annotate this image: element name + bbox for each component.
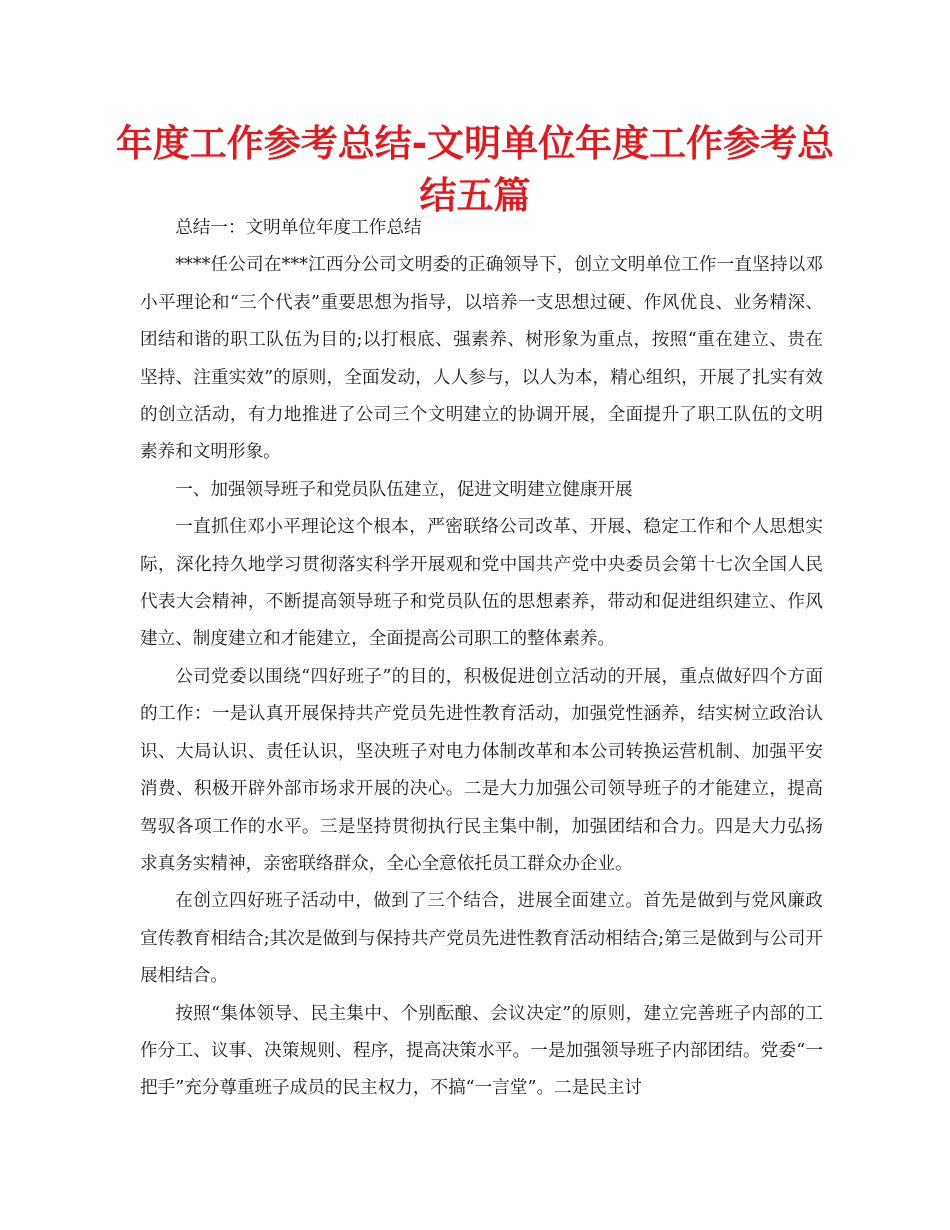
paragraph-intro: ****任公司在***江西分公司文明委的正确领导下，创立文明单位工作一直坚持以邓小平理论和“三个代表”重要思想为指导，以培养一支思想过硬、作风优良、业务精深、团结和谐的职工队伍为目的;以打根底、强素养、树形象为重点，按照“重在建立、贵在坚持、注重实效”的原则，全面发动，人人参与，以人为本，精心组织，开展了扎实有效的创立活动，有力地推进了公司三个文明建立的协调开展，全面提升了职工队伍的文明素养和文明形象。 [140,255,823,463]
paragraph-section-heading-1: 一、加强领导班子和党员队伍建立，促进文明建立健康开展 [175,479,633,500]
paragraph-collective-leadership: 按照“集体领导、民主集中、个别酝酿、会议决定”的原则，建立完善班子内部的工作分工、议事、决策规则、程序，提高决策水平。一是加强领导班子内部团结。党委“一把手”充分尊重班子成员的民主权力，不搞“一言堂”。二是民主讨 [140,1003,823,1099]
document-body [140,210,823,1108]
paragraph-summary-heading: 总结一：文明单位年度工作总结 [175,218,422,238]
paragraph-theory: 一直抓住邓小平理论这个根本，严密联络公司改革、开展、稳定工作和个人思想实际，深化持久地学习贯彻落实科学开展观和党中国共产党中央委员会第十七次全国人民代表大会精神，不断提高领导班子和党员队伍的思想素养，带动和促进组织建立、作风建立、制度建立和才能建立，全面提高公司职工的整体素养。 [140,517,823,650]
paragraph-four-good-team: 公司党委以围绕“四好班子”的目的，积极促进创立活动的开展，重点做好四个方面的工作：一是认真开展保持共产党员先进性教育活动，加强党性涵养，结实树立政治认识、大局认识、责任认识，坚决班子对电力体制改革和本公司转换运营机制、加强平安消费、积极开辟外部市场求开展的决心。二是大力加强公司领导班子的才能建立，提高驾驭各项工作的水平。三是坚持贯彻执行民主集中制，加强团结和合力。四是大力弘扬求真务实精神，亲密联络群众，全心全意依托员工群众办企业。 [140,666,823,874]
paragraph-three-combinations: 在创立四好班子活动中，做到了三个结合，进展全面建立。首先是做到与党风廉政宣传教育相结合;其次是做到与保持共产党员先进性教育活动相结合;第三是做到与公司开展相结合。 [140,891,823,987]
document-title: 年度工作参考总结-文明单位年度工作参考总结五篇 [115,122,835,217]
